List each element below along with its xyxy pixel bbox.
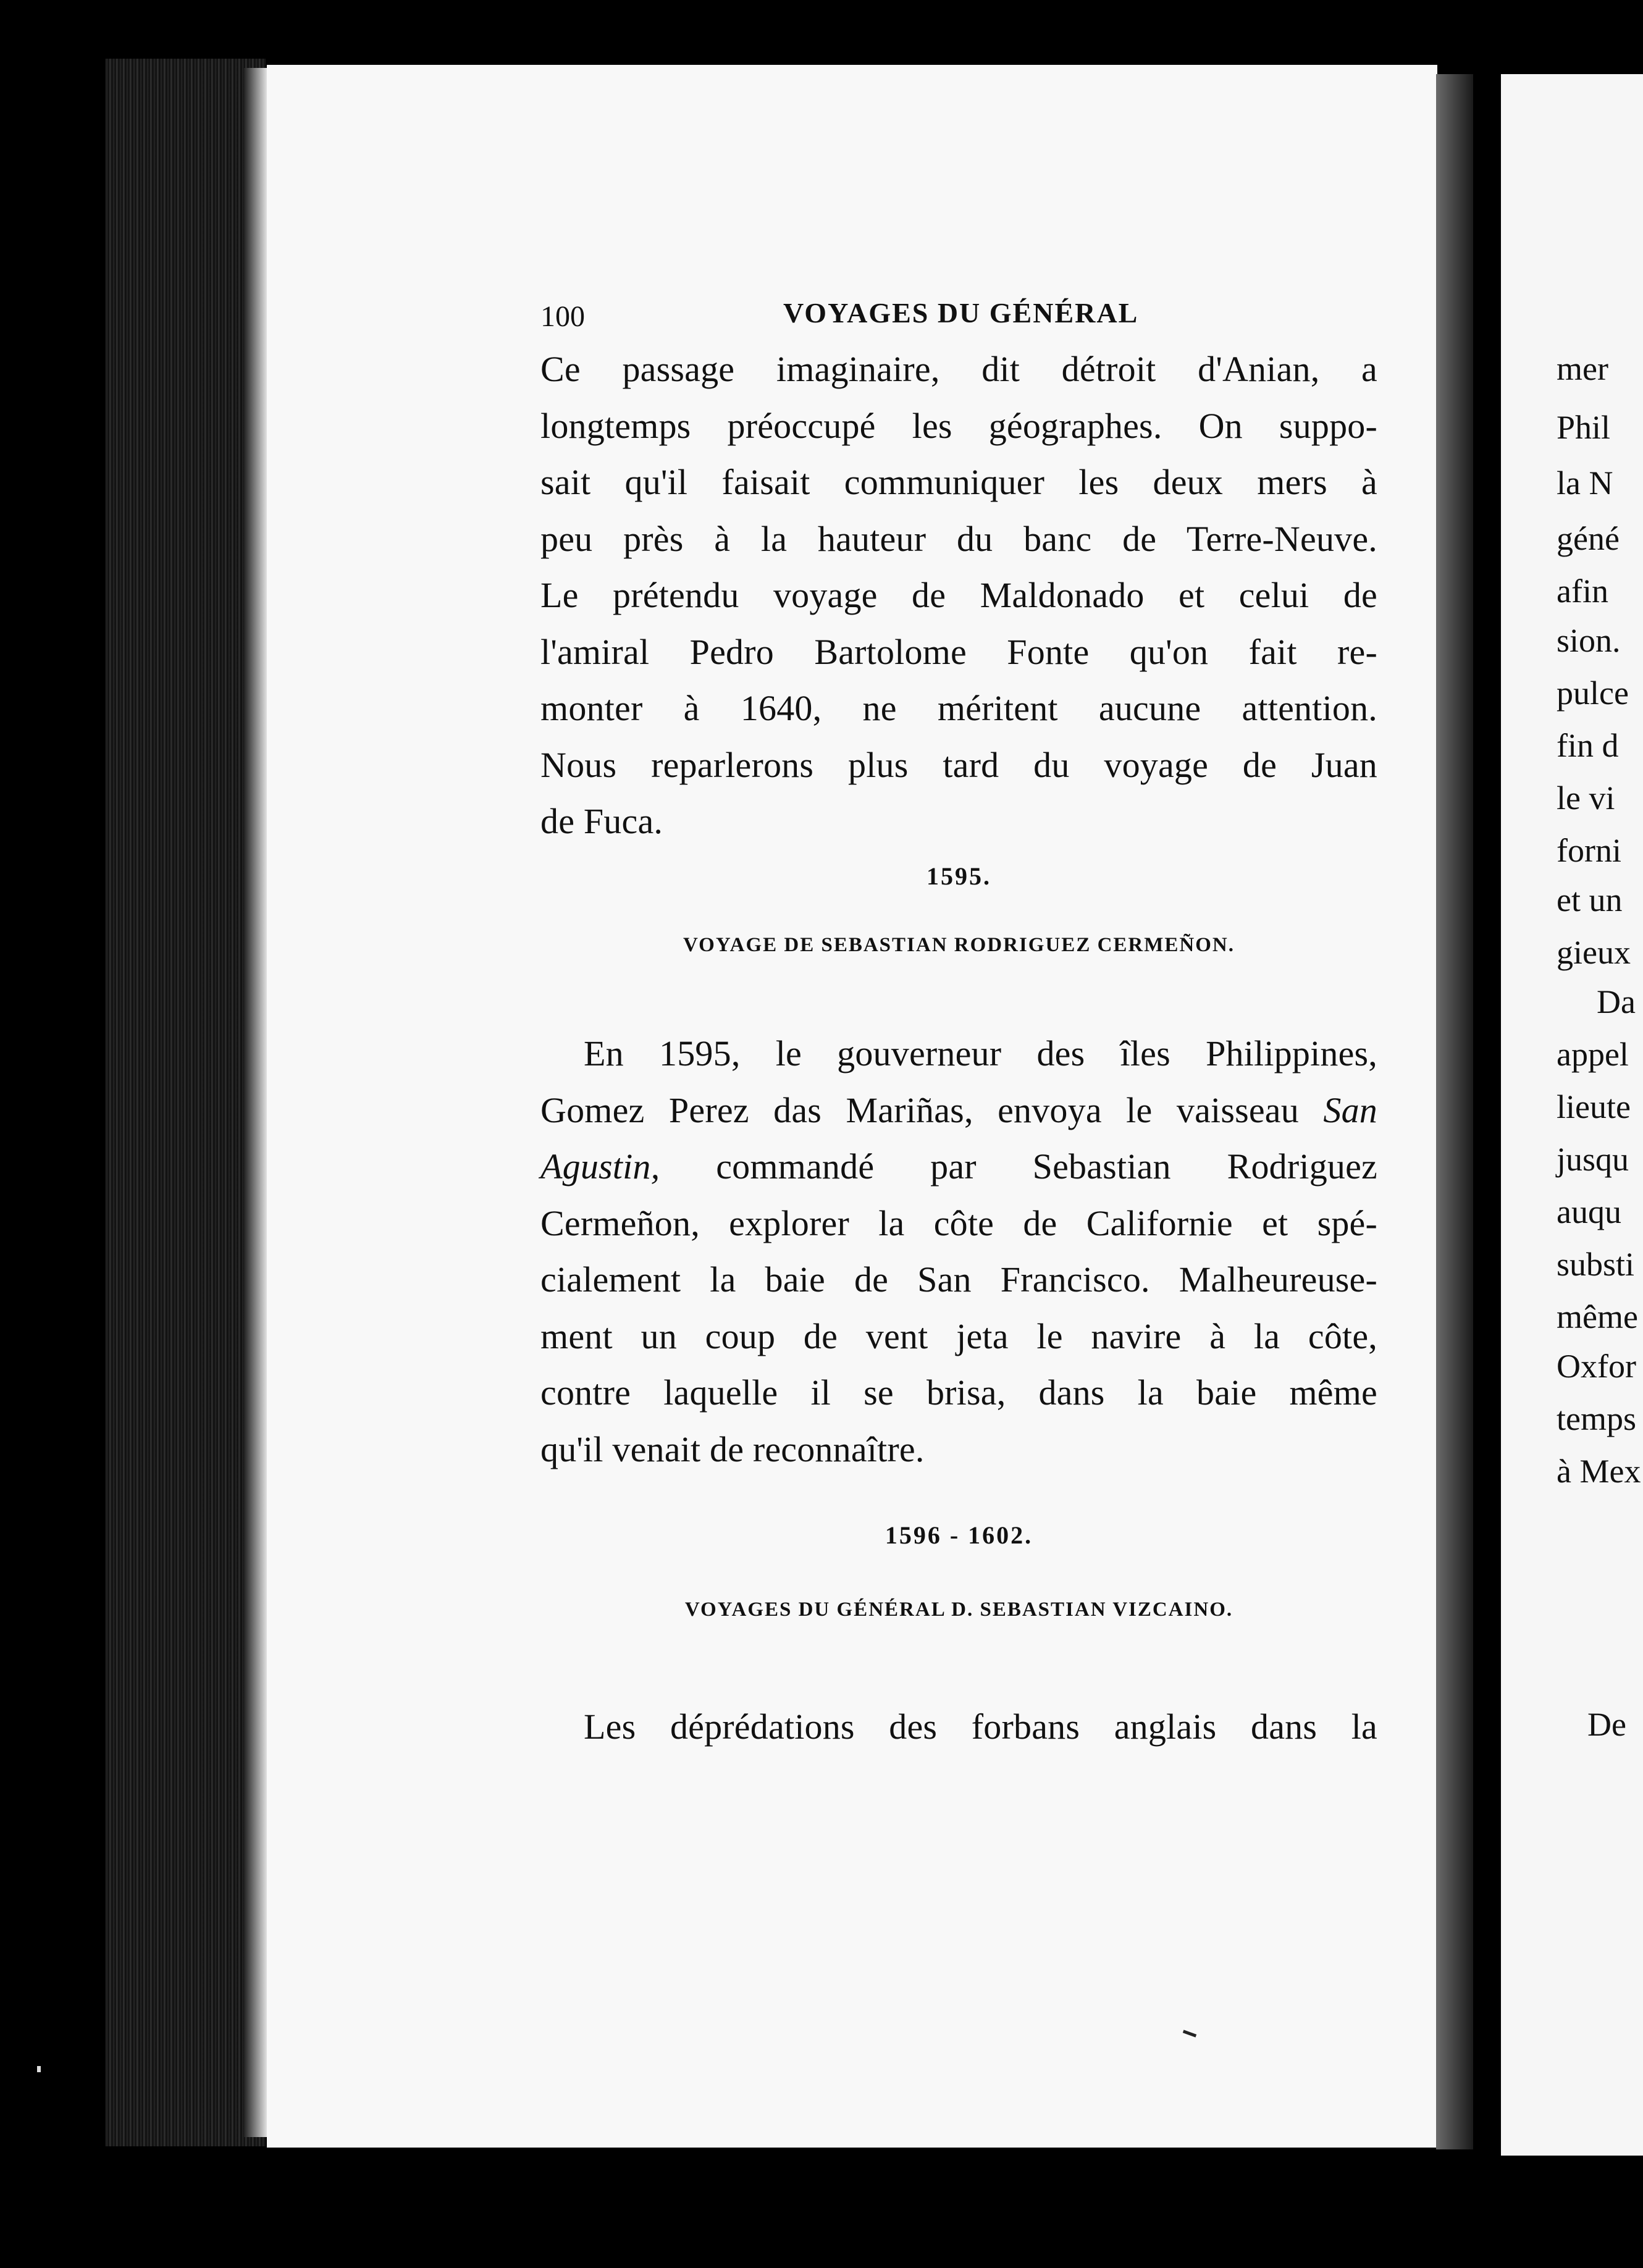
facing-text: forni xyxy=(1557,832,1621,869)
facing-text: même xyxy=(1557,1298,1638,1335)
facing-text: De xyxy=(1587,1706,1626,1743)
facing-text: à Mex xyxy=(1557,1453,1641,1490)
paragraph-anian xyxy=(540,341,1377,850)
page-gutter-shadow xyxy=(244,68,269,2137)
facing-text: Oxfor xyxy=(1557,1348,1636,1385)
facing-text: la N xyxy=(1557,464,1613,502)
scan-speck xyxy=(37,2066,41,2072)
facing-text: auqu xyxy=(1557,1193,1621,1230)
text-line: Les déprédations des forbans anglais dans la xyxy=(584,1707,1377,1747)
text-line: cialement la baie de San Francisco. Malheureuse- xyxy=(540,1259,1377,1300)
section-year: 1595. xyxy=(927,862,991,890)
page-number: 100 xyxy=(540,300,585,333)
text-line: peu près à la hauteur du banc de Terre-Neuve. xyxy=(540,518,1377,559)
facing-text: pulce xyxy=(1557,674,1629,712)
facing-text: jusqu xyxy=(1557,1141,1629,1178)
text-line: monter à 1640, ne méritent aucune attention. xyxy=(540,688,1377,728)
text-run: commandé par Sebastian Rodriguez xyxy=(660,1146,1377,1186)
facing-text: Da xyxy=(1597,983,1636,1020)
ship-name-italic: San xyxy=(1323,1090,1377,1130)
facing-text: fin d xyxy=(1557,727,1619,764)
facing-text: appel xyxy=(1557,1036,1629,1073)
section-heading: VOYAGES DU GÉNÉRAL D. SEBASTIAN VIZCAINO. xyxy=(684,1598,1233,1621)
paragraph-vizcaino xyxy=(540,1699,1377,1755)
facing-text: sion. xyxy=(1557,622,1621,659)
text-line: sait qu'il faisait communiquer les deux mers à xyxy=(540,462,1377,502)
section-heading: VOYAGE DE SEBASTIAN RODRIGUEZ CERMEÑON. xyxy=(683,934,1235,956)
paragraph-cermenon xyxy=(540,1025,1377,1477)
text-line: contre laquelle il se brisa, dans la baie même xyxy=(540,1372,1377,1413)
text-line: Ce passage imaginaire, dit détroit d'Anian, a xyxy=(540,349,1377,389)
page-edge xyxy=(1436,74,1473,2149)
text-line: l'amiral Pedro Bartolome Fonte qu'on fait re- xyxy=(540,631,1377,672)
text-line: ment un coup de vent jeta le navire à la côte, xyxy=(540,1316,1377,1356)
text-line xyxy=(540,1082,1377,1139)
running-title: VOYAGES DU GÉNÉRAL xyxy=(783,297,1139,329)
text-line: Cermeñon, explorer la côte de Californie et spé- xyxy=(540,1203,1377,1243)
text-line: longtemps préoccupé les géographes. On suppo- xyxy=(540,405,1377,446)
facing-text: mer xyxy=(1557,350,1608,387)
text-line xyxy=(540,1138,1377,1195)
facing-text: substi xyxy=(1557,1246,1635,1283)
text-line: Nous reparlerons plus tard du voyage de Juan xyxy=(540,744,1377,785)
text-line: qu'il venait de reconnaître. xyxy=(540,1429,925,1469)
text-line: En 1595, le gouverneur des îles Philippines, xyxy=(584,1033,1377,1073)
facing-text: gieux xyxy=(1557,934,1631,971)
text-line: de Fuca. xyxy=(540,801,663,841)
facing-text: temps xyxy=(1557,1400,1636,1437)
facing-text: Phil xyxy=(1557,409,1611,446)
facing-text: le vi xyxy=(1557,779,1615,817)
text-line: Le prétendu voyage de Maldonado et celui de xyxy=(540,575,1377,615)
facing-text: géné xyxy=(1557,520,1620,557)
ship-name-italic: Agustin, xyxy=(540,1146,660,1186)
section-year: 1596 - 1602. xyxy=(885,1521,1033,1549)
facing-text: lieute xyxy=(1557,1088,1631,1125)
book-spine xyxy=(105,59,266,2146)
facing-text: et un xyxy=(1557,881,1623,918)
facing-text: afin xyxy=(1557,573,1608,610)
text-run: Gomez Perez das Mariñas, envoya le vaisseau xyxy=(540,1090,1324,1130)
